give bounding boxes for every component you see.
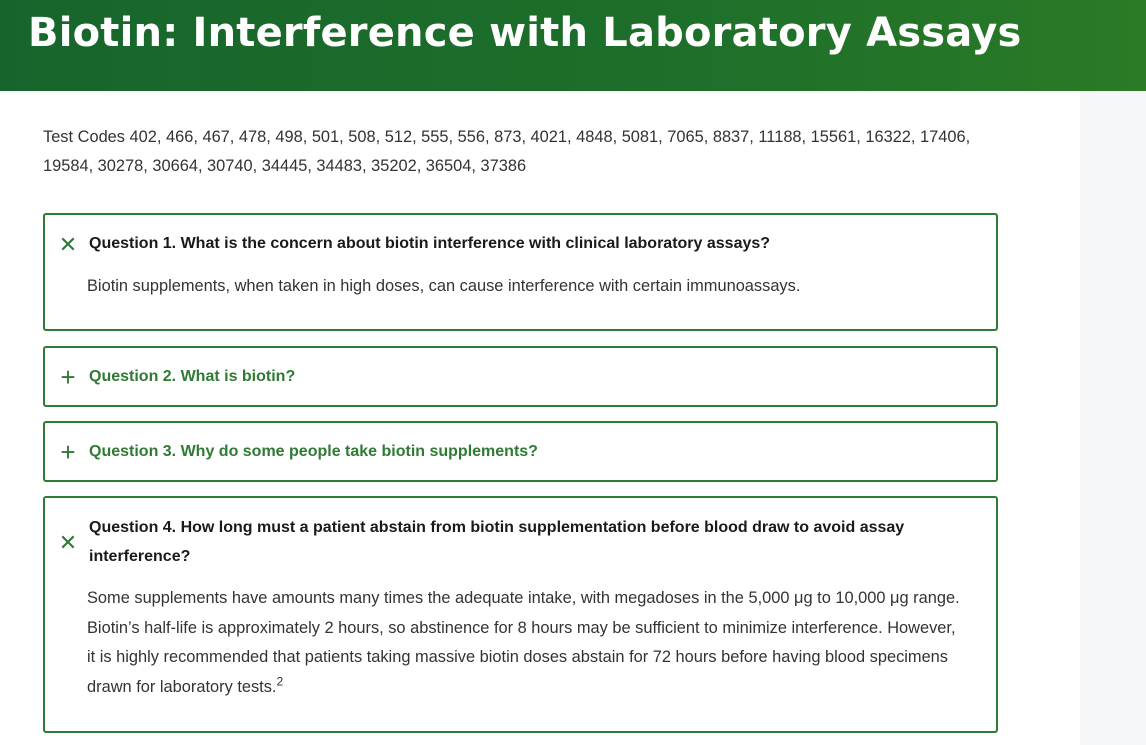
faq-item-4 (43, 496, 998, 733)
page-header (0, 0, 1146, 91)
faq-item-1 (43, 213, 998, 331)
faq-answer-1: Biotin supplements, when taken in high doses, can cause interference with certain immunoassays. (87, 277, 801, 295)
faq-item-2[interactable] (43, 346, 998, 407)
faq-question-1[interactable]: Question 1. What is the concern about biotin interference with clinical laboratory assays? (89, 235, 771, 252)
page-title: Biotin: Interference with Laboratory Assays (28, 10, 1022, 56)
plus-icon[interactable]: + (60, 362, 76, 392)
test-codes: Test Codes 402, 466, 467, 478, 498, 501, 508, 512, 555, 556, 873, 4021, 4848, 5081, 7065, 8837, 11188, 15561, 16322, 17406, 19584, 30278, 30664, 30740, 34445, 34483, 35202, 36504, 37386 (43, 128, 971, 175)
faq-item-3[interactable] (43, 421, 998, 482)
close-icon[interactable]: ✕ (58, 530, 78, 555)
faq-answer-4 (87, 584, 968, 702)
right-sidebar (1080, 91, 1146, 745)
faq-answer-4-text: Some supplements have amounts many times the adequate intake, with megadoses in the 5,000 μg to 10,000 μg range. Biotin’s half-life is approximately 2 hours, so abstinence for 8 hours may be sufficient to minimize interference. However, it is highly recommended that patients taking massive biotin doses abstain for 72 hours before having blood specimens drawn for laboratory tests. (87, 589, 960, 696)
faq-question-2[interactable]: Question 2. What is biotin? (89, 368, 296, 385)
plus-icon[interactable]: + (60, 437, 76, 467)
faq-question-4[interactable]: Question 4. How long must a patient abstain from biotin supplementation before blood draw to avoid assay interference? (89, 519, 905, 565)
close-icon[interactable]: ✕ (58, 232, 78, 257)
footnote-reference[interactable]: 2 (276, 674, 284, 689)
faq-question-3[interactable]: Question 3. Why do some people take biotin supplements? (89, 443, 538, 460)
